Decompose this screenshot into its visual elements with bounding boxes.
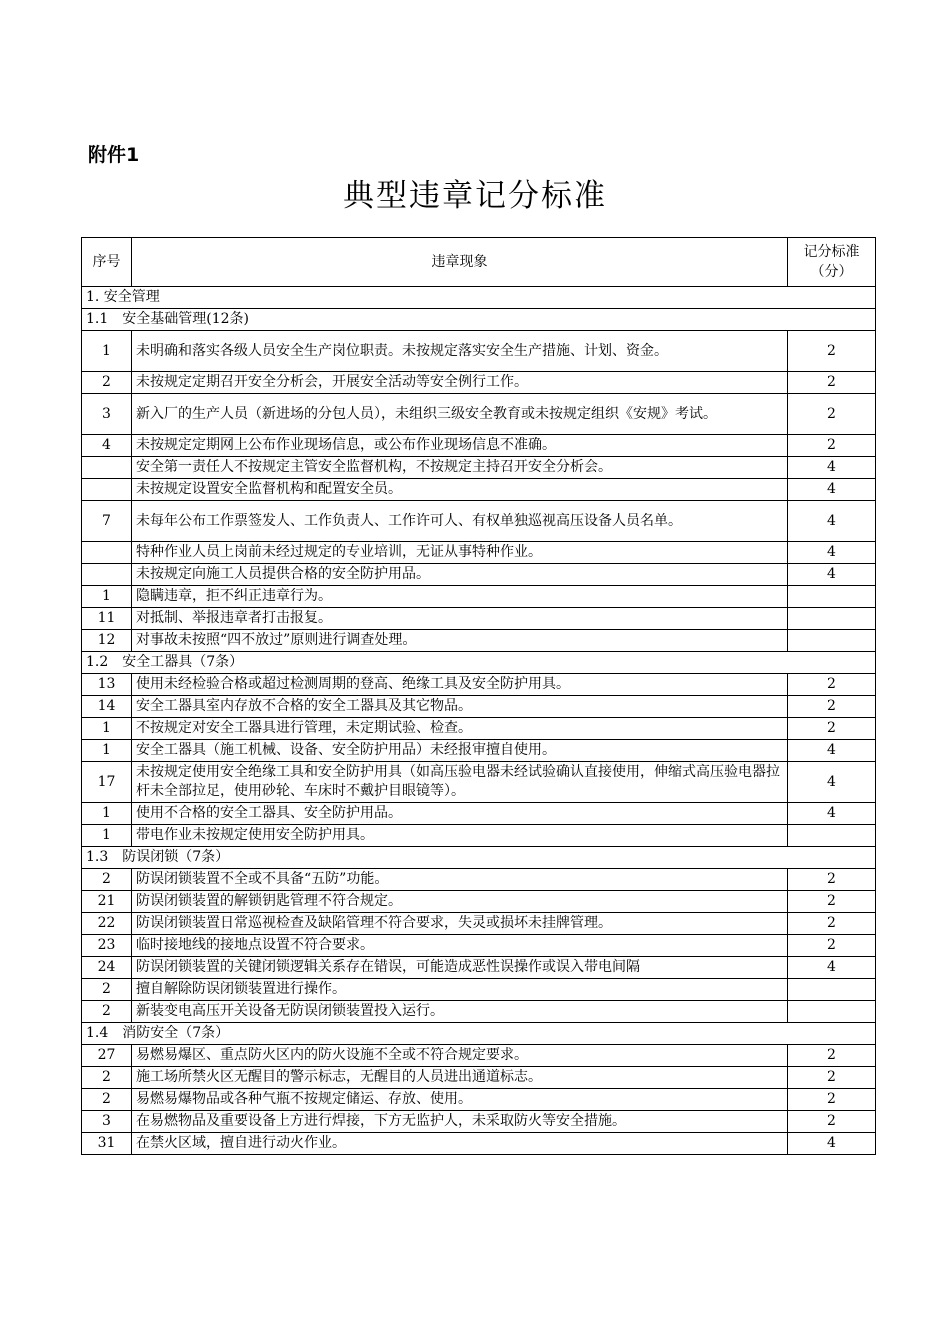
row-score: 4: [788, 803, 876, 825]
table-row: [82, 979, 876, 1001]
row-score: [788, 586, 876, 608]
row-description: 使用未经检验合格或超过检测周期的登高、绝缘工具及安全防护用具。: [132, 674, 788, 696]
table-row: [82, 913, 876, 935]
table-row: [82, 501, 876, 542]
row-description: 未明确和落实各级人员安全生产岗位职责。未按规定落实安全生产措施、计划、资金。: [132, 331, 788, 372]
row-description: 使用不合格的安全工器具、安全防护用品。: [132, 803, 788, 825]
row-score: 2: [788, 1067, 876, 1089]
row-score: [788, 608, 876, 630]
row-description: 特种作业人员上岗前未经过规定的专业培训，无证从事特种作业。: [132, 542, 788, 564]
attachment-label: 附件1: [88, 144, 140, 166]
row-description: 对事故未按照“四不放过”原则进行调查处理。: [132, 630, 788, 652]
row-number: 2: [82, 372, 132, 394]
table-row: [82, 1067, 876, 1089]
row-number: 7: [82, 501, 132, 542]
header-desc: 违章现象: [132, 238, 788, 287]
row-description: 施工场所禁火区无醒目的警示标志，无醒目的人员进出通道标志。: [132, 1067, 788, 1089]
row-description: 防误闭锁装置的关键闭锁逻辑关系存在错误，可能造成恶性误操作或误入带电间隔: [132, 957, 788, 979]
row-score: 2: [788, 935, 876, 957]
table-row: [82, 542, 876, 564]
row-number: 2: [82, 1089, 132, 1111]
section-row: [82, 287, 876, 309]
row-number: 3: [82, 1111, 132, 1133]
row-score: [788, 979, 876, 1001]
row-description: 在易燃物品及重要设备上方进行焊接，下方无监护人，未采取防火等安全措施。: [132, 1111, 788, 1133]
row-score: 4: [788, 479, 876, 501]
row-number: 14: [82, 696, 132, 718]
table-row: [82, 935, 876, 957]
table-row: [82, 718, 876, 740]
row-number: [82, 457, 132, 479]
row-number: 1: [82, 586, 132, 608]
table-row: [82, 740, 876, 762]
row-description: 未按规定定期召开安全分析会，开展安全活动等安全例行工作。: [132, 372, 788, 394]
row-score: 2: [788, 1089, 876, 1111]
row-number: [82, 542, 132, 564]
row-score: 4: [788, 501, 876, 542]
row-score: 4: [788, 564, 876, 586]
row-score: 4: [788, 957, 876, 979]
row-number: 4: [82, 435, 132, 457]
row-description: 易燃易爆物品或各种气瓶不按规定储运、存放、使用。: [132, 1089, 788, 1111]
row-number: 27: [82, 1045, 132, 1067]
row-description: 防误闭锁装置的解锁钥匙管理不符合规定。: [132, 891, 788, 913]
row-description: 未每年公布工作票签发人、工作负责人、工作许可人、有权单独巡视高压设备人员名单。: [132, 501, 788, 542]
row-number: 1: [82, 825, 132, 847]
row-description: 未按规定定期网上公布作业现场信息，或公布作业现场信息不准确。: [132, 435, 788, 457]
row-number: [82, 479, 132, 501]
row-number: 1: [82, 803, 132, 825]
row-score: 2: [788, 891, 876, 913]
table-header-row: [82, 238, 876, 287]
row-number: 17: [82, 762, 132, 803]
row-description: 不按规定对安全工器具进行管理，未定期试验、检查。: [132, 718, 788, 740]
row-number: 2: [82, 869, 132, 891]
table-row: [82, 435, 876, 457]
row-description: 防误闭锁装置不全或不具备“五防”功能。: [132, 869, 788, 891]
row-description: 对抵制、举报违章者打击报复。: [132, 608, 788, 630]
row-number: 2: [82, 1001, 132, 1023]
section-row: [82, 1023, 876, 1045]
row-score: 2: [788, 674, 876, 696]
table-row: [82, 1045, 876, 1067]
section-title: 1. 安全管理: [82, 287, 876, 309]
table-row: [82, 331, 876, 372]
row-number: 31: [82, 1133, 132, 1155]
section-title: 1.2 安全工器具（7条）: [82, 652, 876, 674]
violation-scoring-table: [81, 237, 876, 1155]
table-row: [82, 630, 876, 652]
row-score: 4: [788, 542, 876, 564]
row-score: 2: [788, 435, 876, 457]
row-score: 2: [788, 1111, 876, 1133]
row-number: 21: [82, 891, 132, 913]
row-description: 安全工器具（施工机械、设备、安全防护用品）未经报审擅自使用。: [132, 740, 788, 762]
row-number: 1: [82, 740, 132, 762]
row-score: 2: [788, 331, 876, 372]
row-number: 12: [82, 630, 132, 652]
header-score: 记分标准（分）: [788, 238, 876, 287]
row-number: 2: [82, 1067, 132, 1089]
section-title: 1.4 消防安全（7条）: [82, 1023, 876, 1045]
row-description: 易燃易爆区、重点防火区内的防火设施不全或不符合规定要求。: [132, 1045, 788, 1067]
row-description: 安全第一责任人不按规定主管安全监督机构，不按规定主持召开安全分析会。: [132, 457, 788, 479]
row-number: 22: [82, 913, 132, 935]
row-number: 2: [82, 979, 132, 1001]
row-score: 4: [788, 762, 876, 803]
row-score: 2: [788, 394, 876, 435]
row-score: 2: [788, 913, 876, 935]
table-row: [82, 1133, 876, 1155]
table-row: [82, 1001, 876, 1023]
row-number: 23: [82, 935, 132, 957]
table-row: [82, 762, 876, 803]
table-row: [82, 372, 876, 394]
table-row: [82, 608, 876, 630]
row-description: 在禁火区域，擅自进行动火作业。: [132, 1133, 788, 1155]
row-description: 新入厂的生产人员（新进场的分包人员），未组织三级安全教育或未按规定组织《安规》考试。: [132, 394, 788, 435]
row-description: 未按规定使用安全绝缘工具和安全防护用具（如高压验电器未经试验确认直接使用，伸缩式高压验电器拉杆未全部拉足，使用砂轮、车床时不戴护目眼镜等）。: [132, 762, 788, 803]
row-description: 擅自解除防误闭锁装置进行操作。: [132, 979, 788, 1001]
table-row: [82, 957, 876, 979]
row-number: 11: [82, 608, 132, 630]
section-title: 1.3 防误闭锁（7条）: [82, 847, 876, 869]
section-row: [82, 309, 876, 331]
row-score: 4: [788, 740, 876, 762]
section-row: [82, 847, 876, 869]
row-score: 2: [788, 718, 876, 740]
row-score: 2: [788, 1045, 876, 1067]
row-number: [82, 564, 132, 586]
table-row: [82, 457, 876, 479]
row-score: [788, 630, 876, 652]
table-row: [82, 803, 876, 825]
table-row: [82, 825, 876, 847]
row-description: 隐瞒违章，拒不纠正违章行为。: [132, 586, 788, 608]
table-row: [82, 674, 876, 696]
row-number: 13: [82, 674, 132, 696]
table-row: [82, 1089, 876, 1111]
row-number: 1: [82, 331, 132, 372]
row-description: 防误闭锁装置日常巡视检查及缺陷管理不符合要求，失灵或损坏未挂牌管理。: [132, 913, 788, 935]
row-description: 带电作业未按规定使用安全防护用具。: [132, 825, 788, 847]
table-row: [82, 394, 876, 435]
row-description: 未按规定向施工人员提供合格的安全防护用品。: [132, 564, 788, 586]
section-row: [82, 652, 876, 674]
row-description: 安全工器具室内存放不合格的安全工器具及其它物品。: [132, 696, 788, 718]
row-score: [788, 1001, 876, 1023]
row-score: 4: [788, 457, 876, 479]
page-title: 典型违章记分标准: [343, 178, 607, 214]
table-row: [82, 891, 876, 913]
row-description: 新装变电高压开关设备无防误闭锁装置投入运行。: [132, 1001, 788, 1023]
table-body: [82, 238, 876, 1155]
row-score: 2: [788, 696, 876, 718]
row-description: 未按规定设置安全监督机构和配置安全员。: [132, 479, 788, 501]
row-score: 2: [788, 869, 876, 891]
table-row: [82, 1111, 876, 1133]
table-row: [82, 696, 876, 718]
row-score: 4: [788, 1133, 876, 1155]
row-number: 24: [82, 957, 132, 979]
table-row: [82, 869, 876, 891]
row-number: 1: [82, 718, 132, 740]
table-row: [82, 564, 876, 586]
table-row: [82, 586, 876, 608]
row-score: 2: [788, 372, 876, 394]
row-score: [788, 825, 876, 847]
row-number: 3: [82, 394, 132, 435]
section-title: 1.1 安全基础管理(12条): [82, 309, 876, 331]
header-no: 序号: [82, 238, 132, 287]
table-row: [82, 479, 876, 501]
row-description: 临时接地线的接地点设置不符合要求。: [132, 935, 788, 957]
